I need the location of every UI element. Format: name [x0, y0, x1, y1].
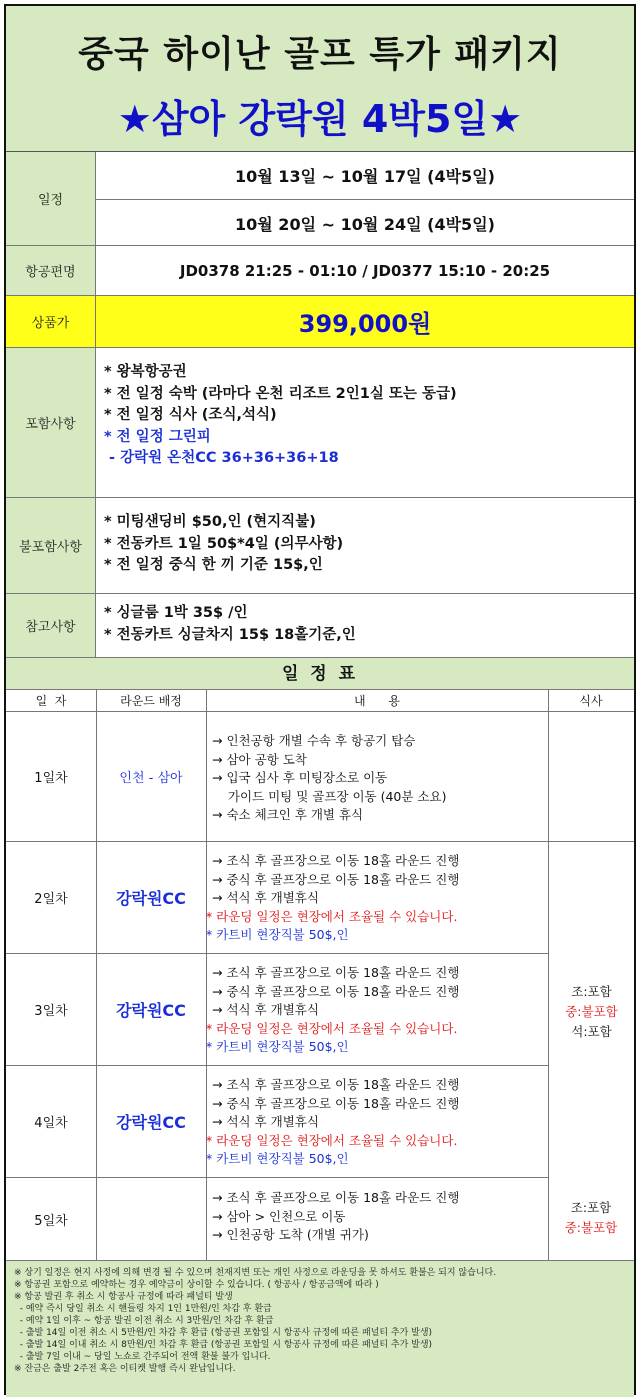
price-row	[6, 296, 634, 348]
terms-line: - 출발 7일 이내 ~ 당일 노쇼로 간주되어 전액 환불 불가 입니다.	[14, 1352, 271, 1362]
package-subtitle: ★삼아 강락원 4박5일★	[117, 97, 523, 141]
day-cart-fee: * 카트비 현장직불 50$,인	[206, 1039, 349, 1054]
terms-line: ※ 항공권 포함으로 예약하는 경우 예약금이 상이할 수 있습니다. ( 항공사 / 항공금액에 따라 )	[14, 1280, 379, 1290]
schedule-row	[6, 152, 634, 246]
column-header-meal: 식사	[579, 694, 603, 708]
itinerary-day-3	[6, 954, 634, 1066]
terms-line: - 예약 1일 이후 ~ 항공 발권 이전 취소 시 3만원/인 차감 후 환급	[14, 1316, 274, 1326]
included-item: * 전 일정 식사 (조식,석식)	[104, 407, 277, 423]
day-label: 2일차	[34, 892, 68, 907]
excluded-item: * 전동카트 1일 50$*4일 (의무사항)	[104, 535, 344, 552]
column-header-day: 일 자	[35, 694, 67, 708]
meal-breakfast: 조:포함	[571, 984, 612, 999]
day-item: → 숙소 체크인 후 개별 휴식	[212, 807, 364, 822]
day-item: → 석식 후 개별휴식	[212, 1114, 319, 1129]
day-label: 5일차	[34, 1213, 68, 1229]
terms-line: - 출발 14일 이내 취소 시 8만원/인 차감 후 환급 (항공권 포함일 시 항공사 규정에 따른 패널티 추가 발생)	[14, 1340, 433, 1350]
excluded-item: * 전 일정 중식 한 끼 기준 15$,인	[104, 557, 323, 573]
flight-label: 항공편명	[6, 246, 96, 295]
itinerary-column-headers	[6, 690, 634, 712]
price-value: 399,000원	[96, 296, 634, 347]
notes-item: * 싱글룸 1박 35$ /인	[104, 605, 248, 621]
terms-line: ※ 상기 일정은 현지 사정에 의해 변경 될 수 있으며 천재지변 또는 개인 사정으로 라운딩을 못 하셔도 환불은 되지 않습니다.	[14, 1268, 497, 1278]
itinerary-title: 일 정 표	[6, 658, 634, 690]
itinerary-day-5	[6, 1178, 634, 1261]
schedule-date-1: 10월 13일 ~ 10월 17일 (4박5일)	[235, 167, 495, 186]
notes-list	[104, 603, 630, 646]
day-item: → 석식 후 개별휴식	[212, 890, 319, 905]
day-label: 4일차	[34, 1116, 68, 1131]
day-item: → 인천공항 도착 (개별 귀가)	[212, 1227, 369, 1242]
column-header-round: 라운드 배정	[120, 694, 182, 708]
day-items	[212, 732, 548, 825]
day-item: → 중식 후 골프장으로 이동 18홀 라운드 진행	[212, 871, 460, 887]
meal-cell-mid	[549, 843, 634, 1178]
day-item: 가이드 미팅 및 골프장 이동 (40분 소요)	[212, 788, 447, 804]
price-label: 상품가	[6, 296, 96, 347]
included-item: - 강락원 온천CC 36+36+36+18	[104, 450, 339, 466]
day-items	[206, 852, 548, 945]
meal-lunch: 중:불포함	[565, 1004, 618, 1019]
round-assignment: 강락원CC	[116, 1113, 186, 1132]
day-items	[206, 964, 548, 1057]
terms-line: - 예약 즉시 당일 취소 시 핸들링 차지 1인 1만원/인 차감 후 환급	[14, 1304, 272, 1314]
round-assignment: 인천 - 삼아	[119, 771, 183, 786]
day-items	[206, 1076, 548, 1169]
terms-notes	[6, 1261, 634, 1397]
day-cart-fee: * 카트비 현장직불 50$,인	[206, 927, 349, 942]
schedule-label: 일정	[6, 152, 96, 245]
day-item: → 삼아 > 인천으로 이동	[212, 1208, 346, 1224]
flight-row	[6, 246, 634, 296]
included-row	[6, 348, 634, 498]
included-list	[104, 362, 630, 470]
meal-info	[549, 982, 634, 1042]
excluded-label: 불포함사항	[6, 498, 96, 593]
day-item: → 입국 심사 후 미팅장소로 이동	[212, 770, 388, 785]
meal-dinner: 석:포함	[571, 1024, 612, 1039]
excluded-row	[6, 498, 634, 594]
meal-breakfast: 조:포함	[570, 1200, 612, 1215]
column-header-content: 내 용	[353, 694, 401, 708]
round-assignment: 강락원CC	[116, 889, 186, 908]
day-item: → 조식 후 골프장으로 이동 18홀 라운드 진행	[212, 853, 460, 868]
day-item: → 중식 후 골프장으로 이동 18홀 라운드 진행	[212, 1095, 460, 1111]
day-label: 3일차	[34, 1004, 68, 1019]
included-item: * 왕복항공권	[104, 364, 187, 380]
meal-lunch: 중:불포함	[564, 1220, 618, 1235]
itinerary-day-4	[6, 1066, 634, 1178]
day-item: → 중식 후 골프장으로 이동 18홀 라운드 진행	[212, 983, 460, 999]
excluded-item: * 미팅샌딩비 $50,인 (현지직불)	[104, 514, 316, 530]
terms-line: ※ 잔금은 출발 2주전 혹은 이티켓 발행 즉시 완납입니다.	[14, 1364, 236, 1374]
included-item: * 전 일정 숙박 (라마다 온천 리조트 2인1실 또는 동급)	[104, 385, 457, 402]
included-label: 포함사항	[6, 348, 96, 497]
day-item: → 석식 후 개별휴식	[212, 1002, 319, 1017]
notes-label: 참고사항	[6, 594, 96, 657]
day-item: → 인천공항 개별 수속 후 항공기 탑승	[212, 733, 416, 748]
flight-info: JD0378 21:25 - 01:10 / JD0377 15:10 - 20:25	[179, 261, 551, 280]
flyer-header	[6, 6, 634, 152]
package-flyer	[4, 4, 636, 1395]
day-warning: * 라운딩 일정은 현장에서 조율될 수 있습니다.	[206, 908, 458, 924]
schedule-date-2: 10월 20일 ~ 10월 24일 (4박5일)	[96, 199, 634, 246]
day-label: 1일차	[34, 771, 68, 786]
round-assignment: 강락원CC	[116, 1001, 186, 1020]
itinerary-day-2	[6, 842, 634, 954]
notes-row	[6, 594, 634, 658]
meal-info	[548, 1198, 634, 1238]
terms-line: ※ 항공 발권 후 취소 시 항공사 규정에 따라 패널티 발생	[14, 1292, 233, 1302]
day-item: → 삼아 공항 도착	[212, 751, 307, 767]
itinerary-day-1	[6, 712, 634, 842]
day-item: → 조식 후 골프장으로 이동 18홀 라운드 진행	[212, 965, 460, 980]
day-warning: * 라운딩 일정은 현장에서 조율될 수 있습니다.	[206, 1020, 458, 1036]
included-item: * 전 일정 그린피	[104, 428, 211, 445]
day-items	[212, 1189, 548, 1245]
notes-item: * 전동카트 싱글차지 15$ 18홀기준,인	[104, 626, 356, 643]
terms-line: - 출발 14일 이전 취소 시 5만원/인 차감 후 환급 (항공권 포함일 시 항공사 규정에 따른 패널티 추가 발생)	[14, 1328, 433, 1338]
day-item: → 조식 후 골프장으로 이동 18홀 라운드 진행	[212, 1190, 460, 1205]
package-title: 중국 하이난 골프 특가 패키지	[78, 34, 562, 75]
day-cart-fee: * 카트비 현장직불 50$,인	[206, 1151, 349, 1166]
excluded-list	[104, 512, 630, 577]
day-warning: * 라운딩 일정은 현장에서 조율될 수 있습니다.	[206, 1132, 458, 1148]
day-item: → 조식 후 골프장으로 이동 18홀 라운드 진행	[212, 1077, 460, 1092]
